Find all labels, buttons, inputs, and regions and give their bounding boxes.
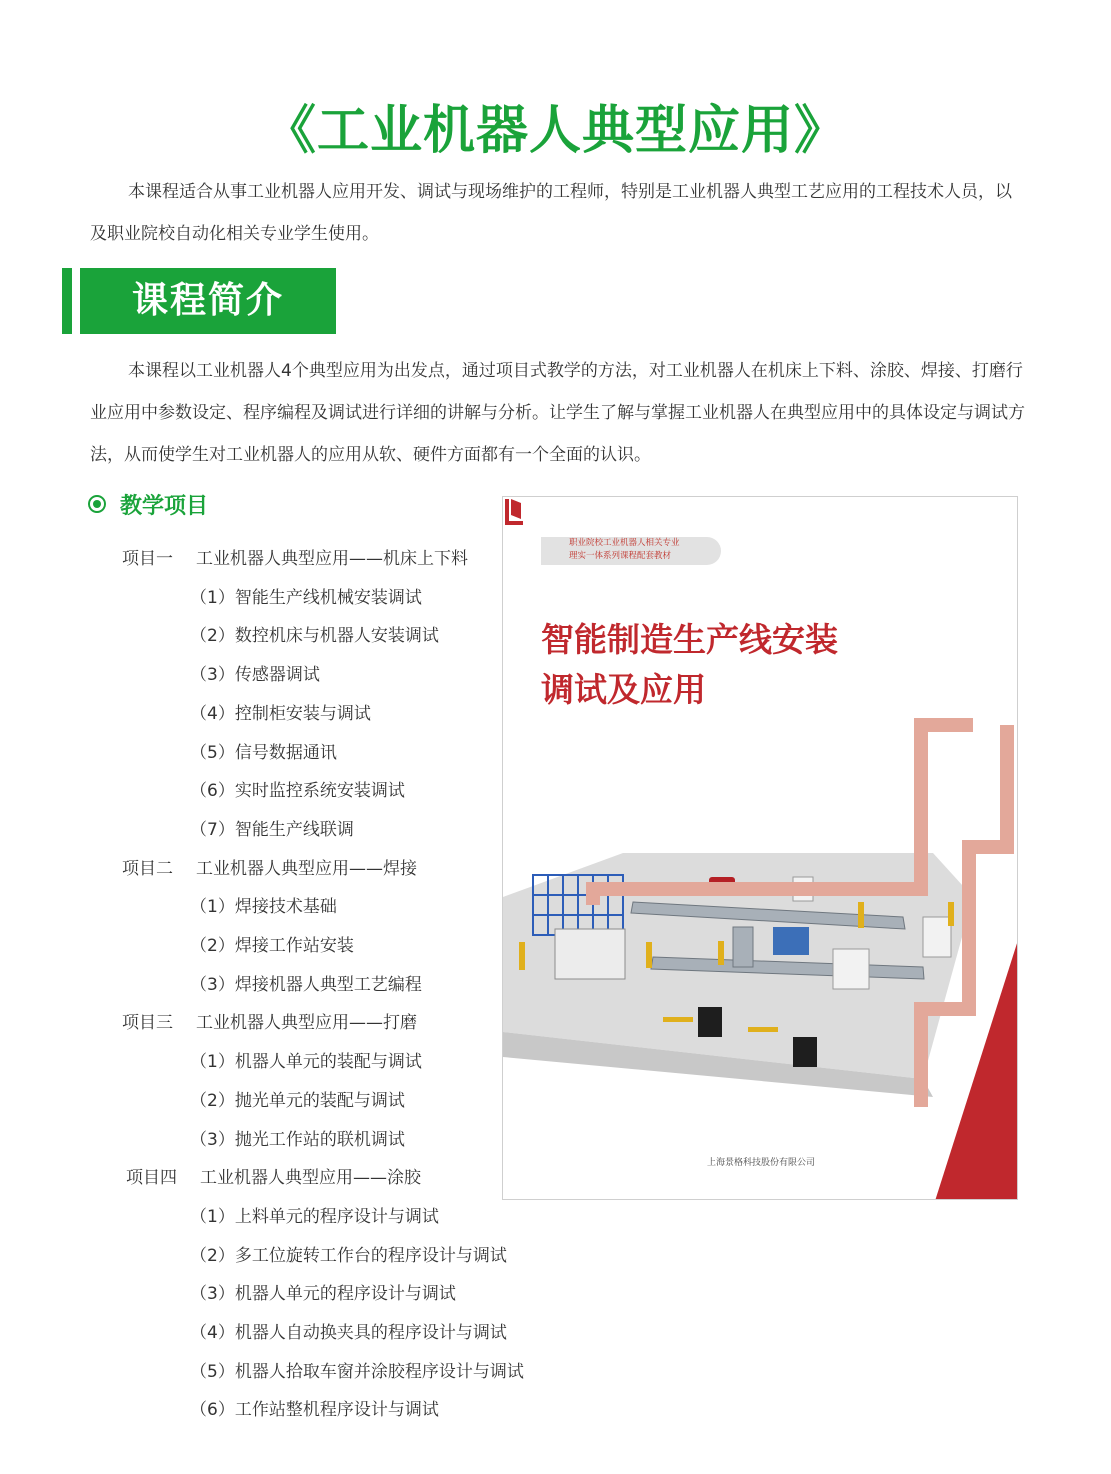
book-cover: [502, 496, 1018, 1200]
project-label: 项目三: [122, 1013, 173, 1034]
project-item: （4）控制柜安装与调试: [190, 703, 371, 724]
book-title-line-2: 调试及应用: [541, 670, 706, 709]
project-item: （3）机器人单元的程序设计与调试: [190, 1284, 456, 1305]
project-label: 项目二: [122, 858, 173, 879]
section-accent-bar: [62, 268, 72, 334]
section-heading: 课程简介: [80, 268, 336, 334]
project-item: （3）焊接机器人典型工艺编程: [190, 974, 422, 995]
project-item: （5）机器人拾取车窗并涂胶程序设计与调试: [190, 1361, 524, 1382]
book-title: [541, 615, 961, 715]
book-icon: [503, 497, 525, 525]
intro-paragraph: 本课程适合从事工业机器人应用开发、调试与现场维护的工程师，特别是工业机器人典型工艺应用的工程技术人员，以及职业院校自动化相关专业学生使用。: [90, 182, 1012, 244]
subsection-title: 教学项目: [120, 493, 209, 519]
project-item: （2）数控机床与机器人安装调试: [190, 626, 439, 647]
course-description: 本课程以工业机器人4个典型应用为出发点，通过项目式教学的方法，对工业机器人在机床上下料、涂胶、焊接、打磨行业应用中参数设定、程序编程及调试进行详细的讲解与分析。让学生了解与掌握工业机器人在典型应用中的具体设定与调试方法，从而使学生对工业机器人的应用从软、硬件方面都有一个全面的认识。: [90, 361, 1025, 465]
project-item: （1）机器人单元的装配与调试: [190, 1052, 422, 1073]
project-item: （1）上料单元的程序设计与调试: [190, 1206, 439, 1227]
cover-artwork: [503, 497, 1018, 1200]
subsection-heading: [88, 486, 208, 522]
project-item: （2）多工位旋转工作台的程序设计与调试: [190, 1245, 507, 1266]
project-item: （1）焊接技术基础: [190, 897, 337, 918]
page-title: 《工业机器人典型应用》: [263, 101, 847, 161]
project-item: （4）机器人自动换夹具的程序设计与调试: [190, 1323, 507, 1343]
project-heading: [122, 1004, 417, 1042]
project-heading: [126, 1159, 421, 1197]
series-line-2: 理实一体系列课程配套教材: [569, 551, 672, 561]
project-item: （3）传感器调试: [190, 665, 320, 686]
project-label: 项目四: [126, 1168, 177, 1189]
project-item: （2）焊接工作站安装: [190, 936, 354, 956]
book-title-line-1: 智能制造生产线安装: [541, 620, 838, 659]
project-heading: [122, 540, 468, 578]
project-title: 工业机器人典型应用——机床上下料: [196, 549, 468, 569]
series-line-1: 职业院校工业机器人相关专业: [569, 538, 680, 548]
project-title: 工业机器人典型应用——涂胶: [200, 1168, 421, 1189]
project-item: （2）抛光单元的装配与调试: [190, 1090, 405, 1111]
target-icon: [88, 495, 106, 513]
series-badge: [541, 537, 721, 565]
publisher-name: 上海景格科技股份有限公司: [706, 1158, 815, 1168]
project-title: 工业机器人典型应用——焊接: [196, 858, 417, 879]
project-item: （6）工作站整机程序设计与调试: [190, 1400, 439, 1421]
project-item: （1）智能生产线机械安装调试: [190, 587, 422, 608]
project-item: （7）智能生产线联调: [190, 819, 354, 840]
project-item: （3）抛光工作站的联机调试: [190, 1129, 405, 1150]
project-label: 项目一: [122, 549, 173, 569]
project-item: （6）实时监控系统安装调试: [190, 781, 405, 802]
project-item: （5）信号数据通讯: [190, 742, 337, 763]
project-heading: [122, 850, 417, 888]
project-title: 工业机器人典型应用——打磨: [196, 1013, 417, 1034]
